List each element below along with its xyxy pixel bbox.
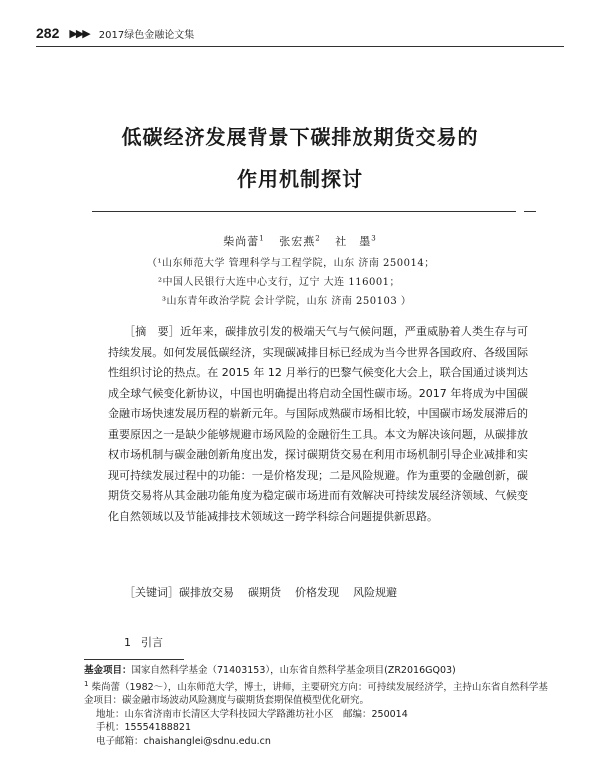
- footnotes: [84, 664, 554, 748]
- paper-title-line-1: 低碳经济发展背景下碳排放期货交易的: [121, 125, 479, 149]
- page-number: 282: [36, 25, 60, 41]
- address: 地址：山东省济南市长清区大学科技园大学路潍坊社小区 邮编：250014: [96, 708, 408, 720]
- arrows-icon: ▶▶▶: [69, 26, 89, 40]
- fund-note: 基金项目：国家自然科学基金（71403153），山东省自然科学基金项目(ZR2016GQ03): [84, 665, 456, 676]
- running-title: 2017绿色金融论文集: [98, 29, 195, 41]
- affiliation: ³山东青年政治学院 会计学院，山东 济南 250103 ）: [162, 296, 412, 307]
- email: 电子邮箱：chaishanglei@sdnu.edu.cn: [96, 735, 271, 747]
- section-title: 引言: [141, 636, 163, 649]
- page-header: [36, 22, 564, 44]
- affiliation: （¹山东师范大学 管理科学与工程学院，山东 济南 250014；: [147, 258, 435, 269]
- header-divider: [36, 46, 564, 47]
- abstract-text: 近年来，碳排放引发的极端天气与气候问题，严重威胁着人类生存与可持续发展。如何发展低碳经济，实现碳减排目标已经成为当今世界各国政府、各级国际性组织讨论的热点。在 2015 年 12 月举行的巴黎气候变化大会上，联合国通过谈判达成全球气候变化新协议，中国也明确提出将启动全国性碳市场。2017 年将成为中国碳金融市场快速发展历程的崭新元年。与国际成熟碳市场相比较，中国碳市场发展滞后的重要原因之一是缺少能够规避市场风险的金融衍生工具。本文为解决该问题，从碳排放权市场机制与碳金融创新角度出发，探讨碳期货交易在利用市场机制引导企业减排和实现可持续发展过程中的功能：一是价格发现；二是风险规避。作为重要的金融创新，碳期货交易将从其金融功能角度为稳定碳市场进而有效解决可持续发展经济领域、气候变化自然领域以及节能减排技术领域这一跨学科综合问题提供新思路。: [108, 325, 529, 523]
- title-divider-tail: [524, 211, 536, 212]
- author: 社 墨$^3$: [335, 234, 377, 248]
- section-heading: [124, 634, 163, 650]
- keywords: [124, 584, 411, 600]
- keyword: 价格发现: [295, 586, 339, 599]
- affiliation: ²中国人民银行大连中心支行，辽宁 大连 116001；: [158, 277, 401, 288]
- keyword: 碳期货: [248, 586, 281, 599]
- keyword: 碳排放交易: [179, 586, 234, 599]
- abstract-label: ［摘 要］: [124, 325, 181, 338]
- keyword: 风险规避: [353, 586, 397, 599]
- abstract: [108, 322, 528, 527]
- author: 柴尚蕾$^1$: [223, 234, 265, 248]
- author-bio: $^1$ 柴尚蕾（1982～），山东师范大学，博士，讲师，主要研究方向：可持续发展经济学，主持山东省自然科学基金项目：碳金融市场波动风险测度与碳期货套期保值模型优化研究。: [84, 679, 548, 707]
- author: 张宏燕$^2$: [279, 234, 321, 248]
- keywords-label: ［关键词］: [124, 586, 179, 599]
- title-divider: [92, 211, 516, 212]
- footnote-divider: [84, 659, 184, 660]
- paper-title-line-2: 作用机制探讨: [237, 167, 363, 191]
- author-list: [0, 233, 600, 249]
- section-number: 1: [124, 636, 131, 649]
- phone: 手机：15554188821: [96, 722, 191, 734]
